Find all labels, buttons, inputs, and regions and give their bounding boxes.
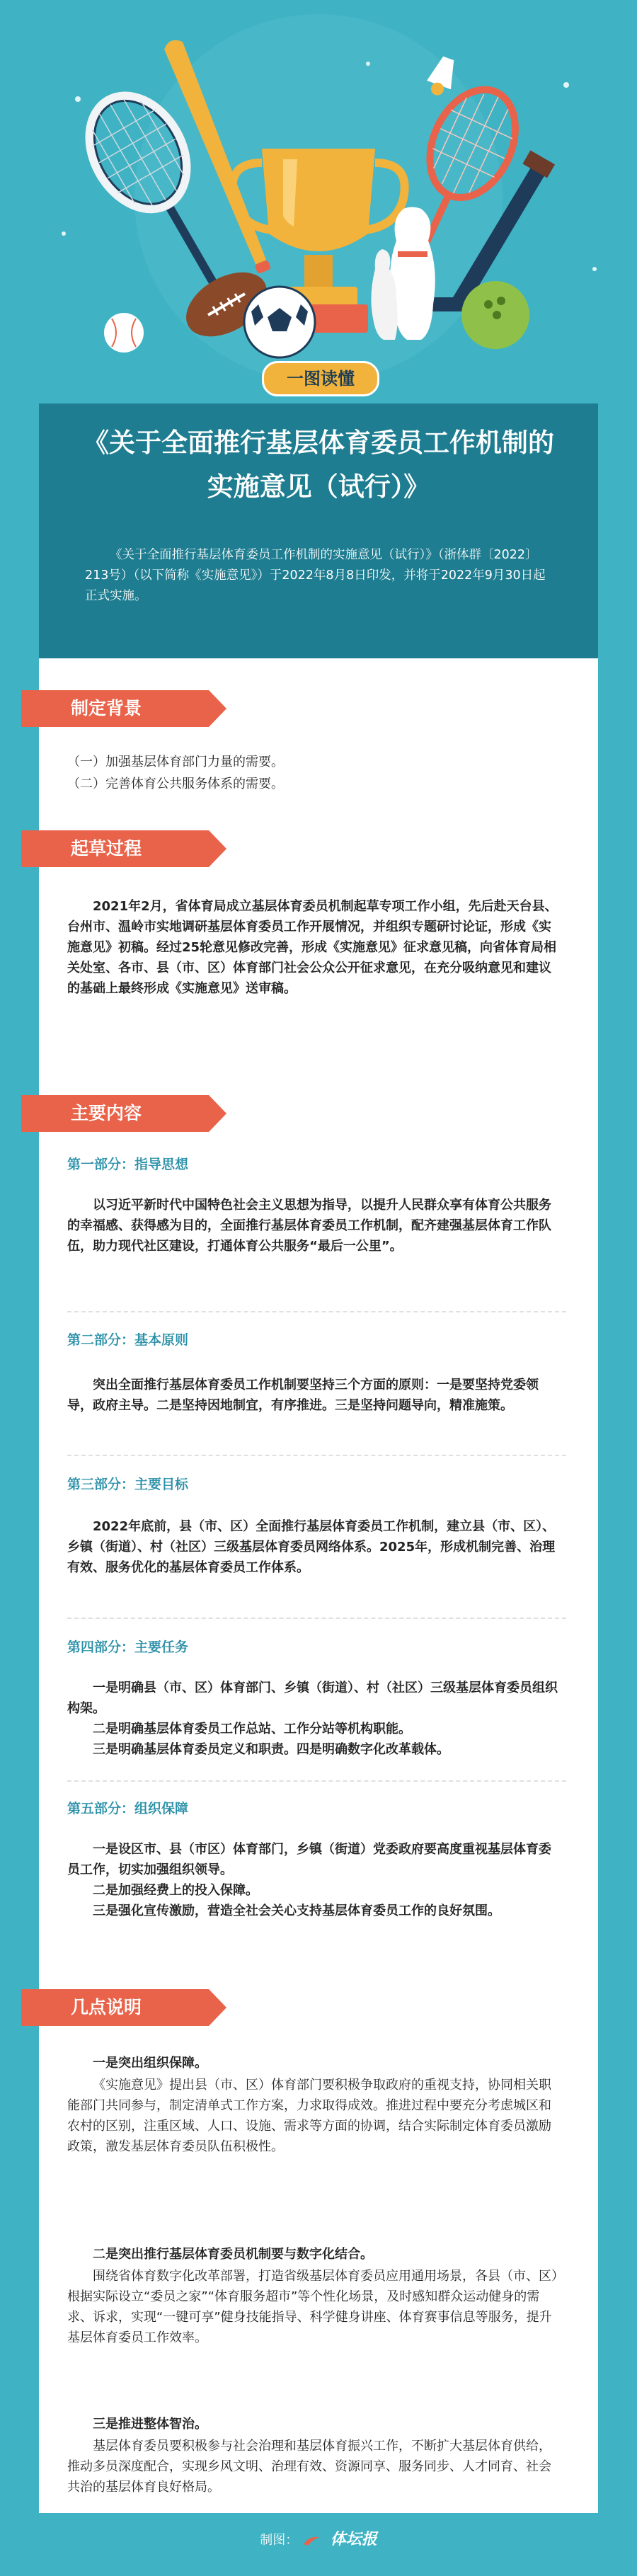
divider (67, 1780, 566, 1782)
divider (67, 1618, 566, 1619)
part1-title: 第一部分：指导思想 (67, 1157, 189, 1172)
section-title-drafting: 起草过程 (71, 838, 142, 859)
part4-line1: 一是明确县（市、区）体育部门、乡镇（街道）、村（社区）三级基层体育委员组织构架。 (67, 1681, 558, 1716)
part5-line1: 一是设区市、县（市区）体育部门，乡镇（街道）党委政府要高度重视基层体育委员工作，切实加强组织领导。 (67, 1842, 551, 1877)
part5-title: 第五部分：组织保障 (67, 1801, 189, 1816)
baseball-icon (104, 313, 144, 353)
note1-text: 《实施意见》提出县（市、区）体育部门要积极争取政府的重视支持，协同相关职能部门共同参与，制定清单式工作方案，力求取得成效。推进过程中要充分考虑城区和农村的区别，注重区域、人口、设施、需求等方面的协调，结合实际制定体育委员激励政策，激发基层体育委员队伍积极性。 (67, 2078, 551, 2154)
note3-text: 基层体育委员要积极参与社会治理和基层体育振兴工作，不断扩大基层体育供给，推动多员深度配合，实现乡风文明、治理有效、资源同享、服务同步、人才同育、社会共治的基层体育良好格局。 (67, 2439, 551, 2495)
bowling-ball-icon (461, 281, 529, 349)
section-title-content: 主要内容 (71, 1103, 142, 1123)
soccer-ball-icon (244, 287, 315, 357)
footer-brand: 体坛报 (330, 2531, 377, 2548)
title-panel (39, 403, 598, 658)
section-header-background (21, 690, 226, 727)
part4-title: 第四部分：主要任务 (67, 1639, 189, 1655)
hero-illustration (0, 0, 637, 403)
section-header-notes (21, 1989, 226, 2026)
section-header-drafting (21, 830, 226, 867)
background-item-1: （一）加强基层体育部门力量的需要。 (67, 755, 284, 769)
drafting-text: 2021年2月，省体育局成立基层体育委员机制起草专项工作小组，先后赴天台县、台州市、温岭市实地调研基层体育委员工作开展情况，并组织专题研讨论证，形成《实施意见》初稿。经过25轮意见修改完善，形成《实施意见》征求意见稿，向省体育局相关处室、各市、县（市、区）体育部门社会公众公开征求意见，在充分吸纳意见和建议的基础上最终形成《实施意见》送审稿。 (67, 899, 558, 996)
section-title-background: 制定背景 (71, 698, 142, 719)
brand-logo-icon (302, 2534, 321, 2547)
footer-label: 制图： (260, 2533, 299, 2548)
section-header-content (21, 1095, 226, 1132)
part2-text: 突出全面推行基层体育委员工作机制要坚持三个方面的原则：一是要坚持党委领导，政府主导。二是坚持因地制宜，有序推进。三是坚持问题导向，精准施策。 (67, 1378, 539, 1413)
part5-line3: 三是强化宣传激励，营造全社会关心支持基层体育委员工作的良好氛围。 (93, 1904, 500, 1918)
divider (67, 1455, 566, 1456)
part3-text: 2022年底前，县（市、区）全面推行基层体育委员工作机制，建立县（市、区）、乡镇（街道）、村（社区）三级基层体育委员网络体系。2025年，形成机制完善、治理有效、服务优化的基层体育委员工作体系。 (67, 1519, 556, 1575)
note2-title: 二是突出推行基层体育委员机制要与数字化结合。 (93, 2247, 373, 2262)
section-title-notes: 几点说明 (71, 1997, 142, 2017)
part3-title: 第三部分：主要目标 (67, 1477, 189, 1492)
content-panel (39, 658, 598, 2513)
background-item-2: （二）完善体育公共服务体系的需要。 (67, 777, 284, 791)
footer-credit (0, 2527, 637, 2549)
page-title-line2: 实施意见（试行）》 (207, 471, 430, 502)
page-title-line1: 《关于全面推行基层体育委员工作机制的 (83, 428, 554, 458)
divider (67, 1311, 566, 1312)
part1-text: 以习近平新时代中国特色社会主义思想为指导，以提升人民群众享有体育公共服务的幸福感、获得感为目的，全面推行基层体育委员工作机制，配齐建强基层体育工作队伍，助力现代社区建设，打通体育公共服务“最后一公里”。 (67, 1198, 551, 1254)
part2-title: 第二部分：基本原则 (67, 1332, 189, 1348)
part4-line3: 三是明确基层体育委员定义和职责。四是明确数字化改革载体。 (93, 1742, 449, 1757)
note2-text: 围绕省体育数字化改革部署，打造省级基层体育委员应用通用场景，各县（市、区）根据实际设立“委员之家”“体育服务超市”等个性化场景，及时感知群众运动健身的需求、诉求，实现“一键可享”健身技能指导、科学健身讲座、体育赛事信息等服务，提升基层体育委员工作效率。 (67, 2269, 558, 2345)
note1-title: 一是突出组织保障。 (93, 2056, 207, 2071)
sports-illustration (0, 0, 637, 403)
yi-tu-du-dong-badge: 一图读懂 (262, 361, 379, 396)
intro-paragraph: 《关于全面推行基层体育委员工作机制的实施意见（试行）》（浙体群〔2022〕213号）（以下简称《实施意见》）于2022年8月8日印发，并将于2022年9月30日起正式实施。 (85, 548, 546, 603)
part5-line2: 二是加强经费上的投入保障。 (93, 1883, 258, 1898)
part4-line2: 二是明确基层体育委员工作总站、工作分站等机构职能。 (93, 1722, 411, 1736)
page-title (39, 421, 598, 509)
note3-title: 三是推进整体智治。 (93, 2417, 207, 2432)
